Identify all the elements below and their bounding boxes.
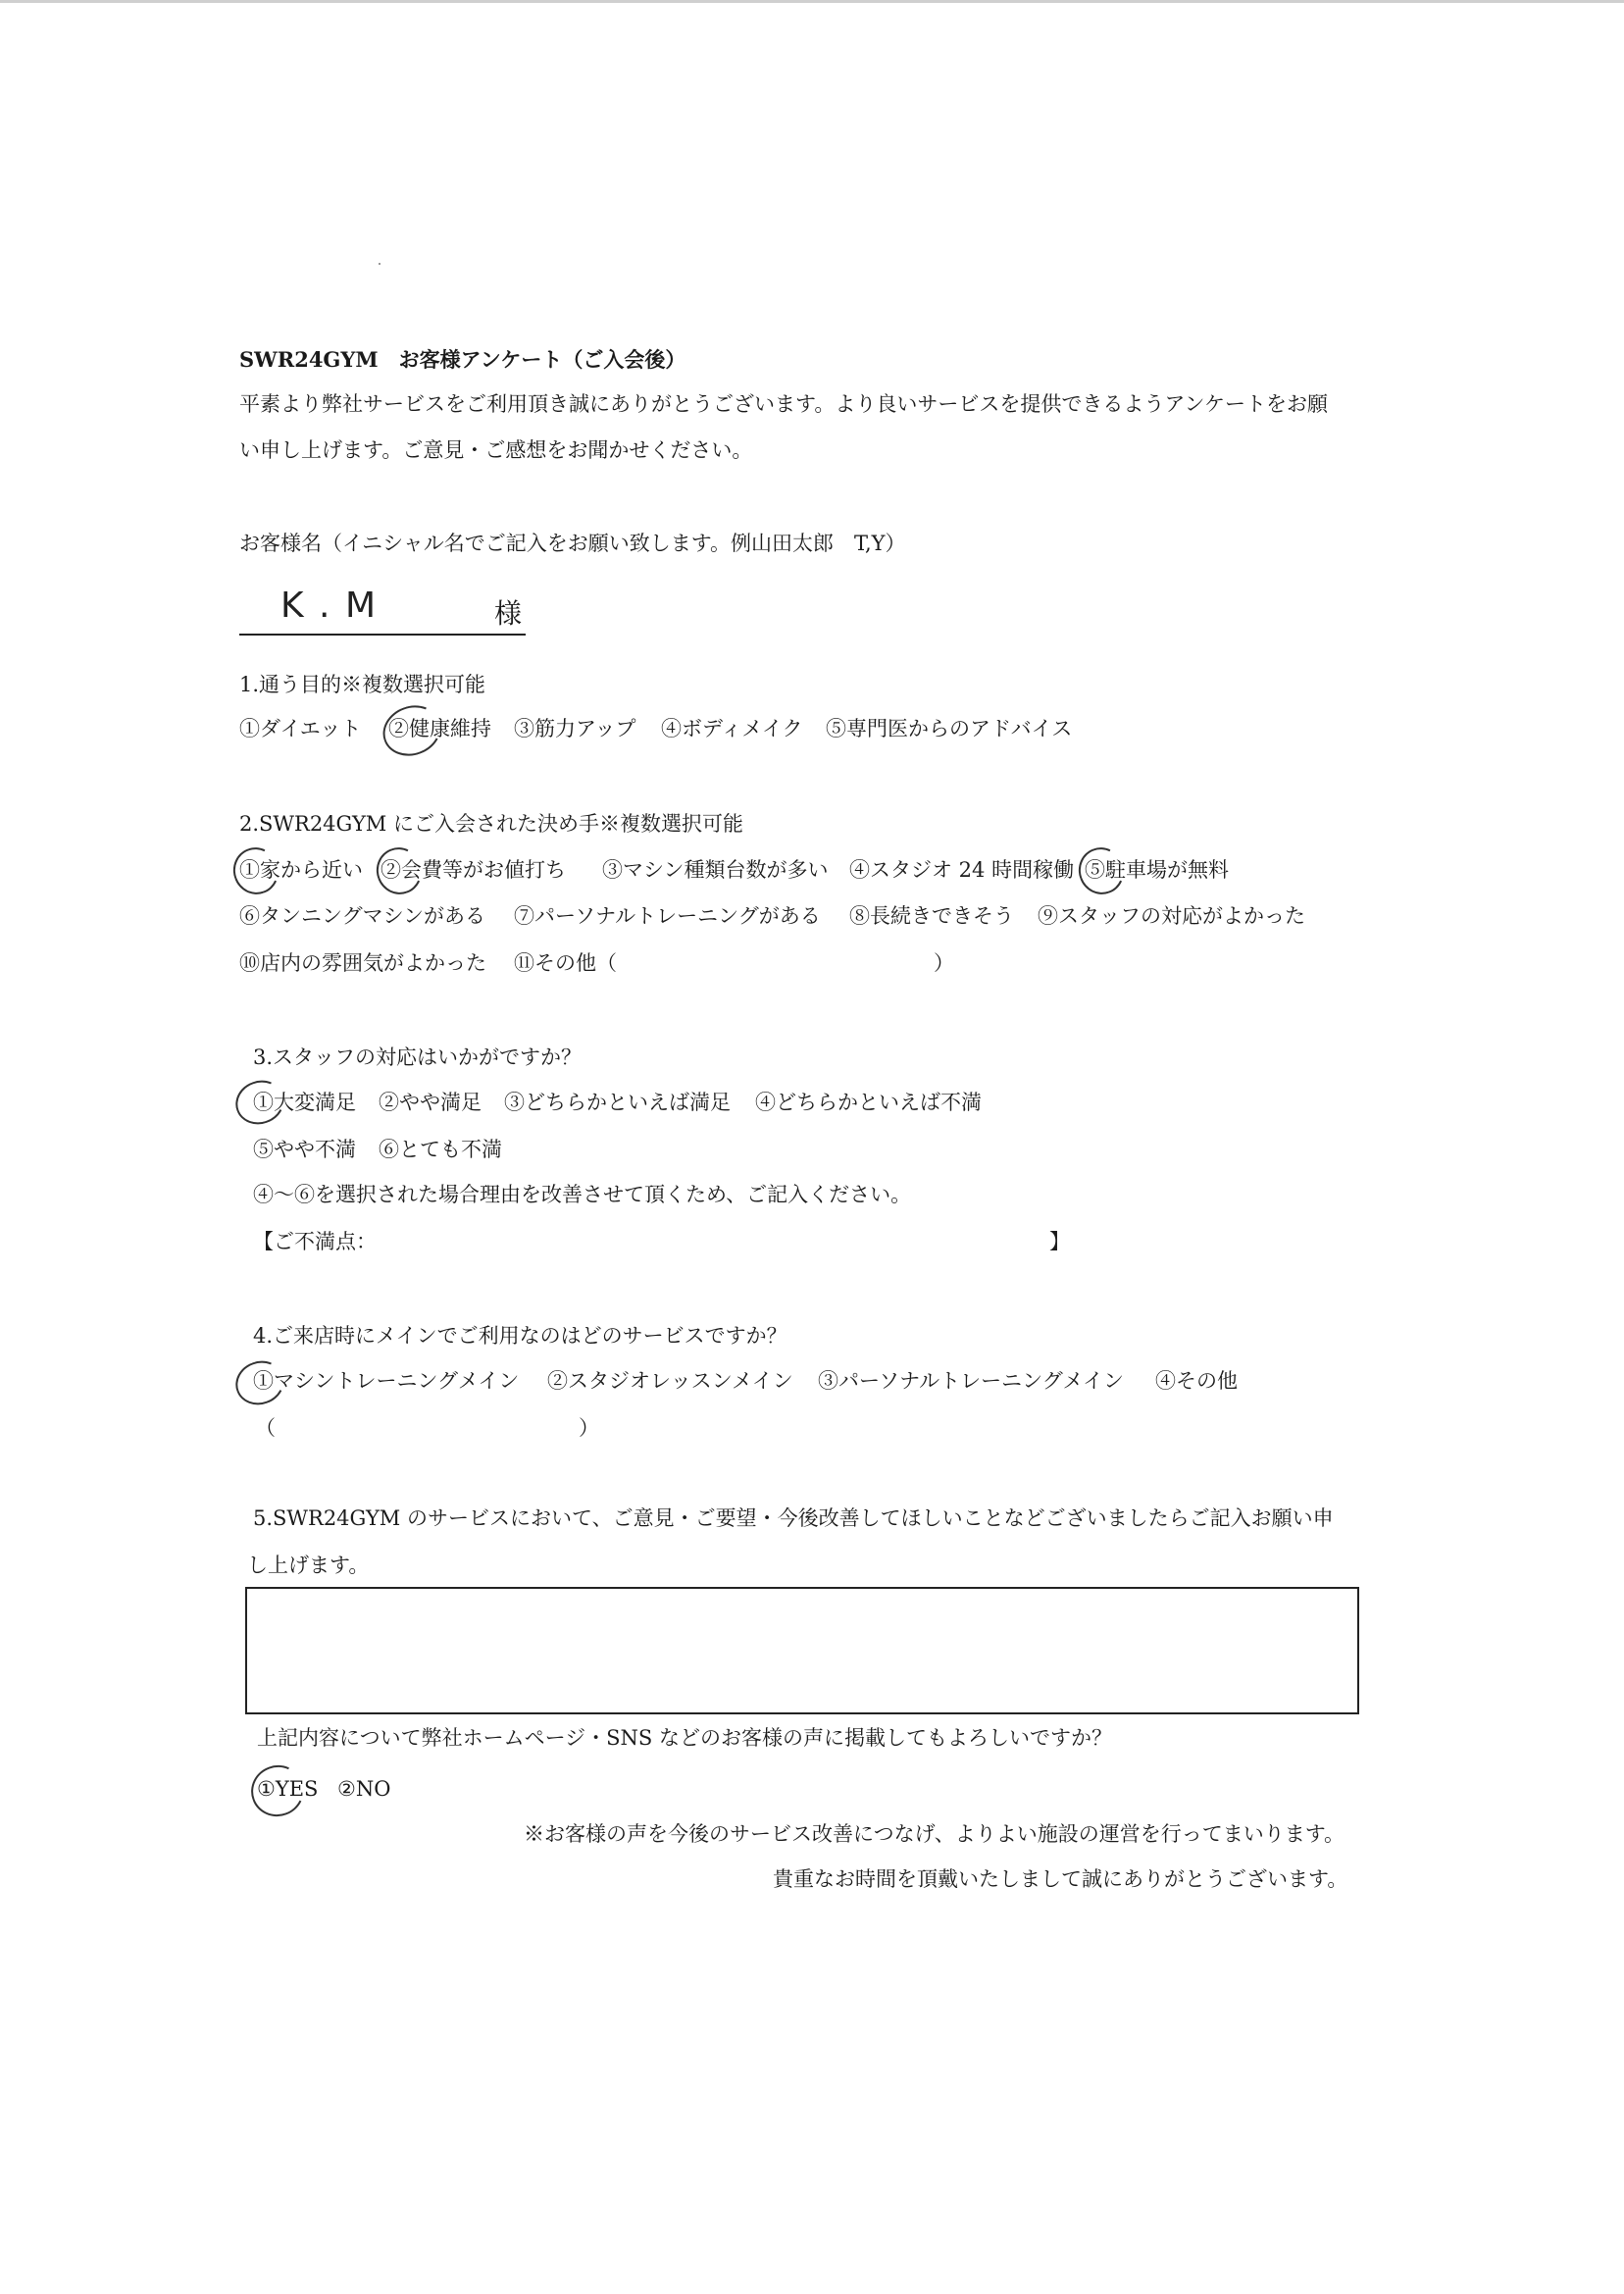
q2-option[interactable]: ④スタジオ 24 時間稼働 [849, 858, 1075, 882]
q3-option[interactable]: ④どちらかといえば不満 [755, 1091, 982, 1114]
q2-option[interactable]: ⑨スタッフの対応がよかった [1038, 904, 1305, 928]
q2-option[interactable]: ③マシン種類台数が多い [602, 858, 829, 882]
selection-circle-mark [244, 1758, 312, 1823]
q1-option[interactable]: ①ダイエット [239, 717, 362, 740]
q2-option[interactable]: ⑤駐車場が無料 [1085, 858, 1229, 882]
q3-option[interactable]: ⑤やや不満 [253, 1138, 356, 1161]
q5-question-line-1: 5.SWR24GYM のサービスにおいて、ご意見・ご要望・今後改善してほしいことなどございましたらご記入お願い申 [253, 1506, 1334, 1530]
comment-box[interactable] [245, 1587, 1359, 1714]
q3-option[interactable]: ②やや満足 [379, 1091, 482, 1114]
q5-question-line-2: し上げます。 [247, 1554, 370, 1577]
customer-initials[interactable]: K . M [280, 586, 378, 626]
footer-line-1: ※お客様の声を今後のサービス改善につなげ、よりよい施設の運営を行ってまいります。 [524, 1822, 1345, 1846]
q2-other-close: ） [934, 951, 954, 975]
customer-name-underline [239, 634, 526, 636]
q2-option[interactable]: ①家から近い [239, 858, 363, 882]
q4-option[interactable]: ③パーソナルトレーニングメイン [818, 1369, 1125, 1393]
publish-question: 上記内容について弊社ホームページ・SNS などのお客様の声に掲載してもよろしいですか？ [257, 1726, 1112, 1750]
q3-option[interactable]: ③どちらかといえば満足 [504, 1091, 731, 1114]
q4-question: 4.ご来店時にメインでご利用なのはどのサービスですか？ [253, 1324, 787, 1348]
scan-speck [379, 263, 381, 265]
q4-option[interactable]: ①マシントレーニングメイン [253, 1369, 520, 1393]
q1-option[interactable]: ②健康維持 [388, 717, 491, 740]
q3-option[interactable]: ①大変満足 [253, 1091, 356, 1114]
survey-title: SWR24GYM お客様アンケート（ご入会後） [239, 347, 686, 372]
q1-option[interactable]: ④ボディメイク [661, 717, 803, 740]
selection-circle-mark [229, 1074, 290, 1131]
q4-option[interactable]: ④その他 [1155, 1369, 1238, 1393]
selection-circle-mark [370, 841, 429, 901]
footer-line-2: 貴重なお時間を頂戴いたしまして誠にありがとうございます。 [773, 1867, 1348, 1891]
selection-circle-mark [229, 1354, 290, 1411]
q3-note: ④～⑥を選択された場合理由を改善させて頂くため、ご記入ください。 [253, 1183, 912, 1206]
q3-complaint-open[interactable]: 【ご不満点： [253, 1230, 377, 1253]
q2-other-open[interactable]: ⑪その他（ [514, 951, 617, 975]
q1-option[interactable]: ③筋力アップ [514, 717, 636, 740]
q3-option[interactable]: ⑥とても不満 [379, 1138, 502, 1161]
q4-other-open[interactable]: （ [255, 1416, 276, 1440]
q4-other-close: ） [579, 1416, 599, 1440]
selection-circle-mark [376, 697, 447, 764]
q1-option[interactable]: ⑤専門医からのアドバイス [826, 717, 1073, 740]
q3-question: 3.スタッフの対応はいかがですか？ [253, 1045, 583, 1069]
publish-option-no[interactable]: ②NO [337, 1777, 391, 1801]
q3-complaint-close: 】 [1049, 1230, 1070, 1253]
publish-option-yes[interactable]: ①YES [257, 1777, 319, 1801]
q2-option[interactable]: ⑧長続きできそう [849, 904, 1014, 928]
q2-option[interactable]: ②会費等がお値打ち [381, 858, 566, 882]
intro-line-2: い申し上げます。ご意見・ご感想をお聞かせください。 [239, 438, 753, 462]
q4-option[interactable]: ②スタジオレッスンメイン [547, 1369, 793, 1393]
selection-circle-mark [227, 841, 285, 901]
selection-circle-mark [1072, 841, 1131, 901]
q2-option[interactable]: ⑥タンニングマシンがある [239, 904, 486, 928]
q2-option[interactable]: ⑩店内の雰囲気がよかった [239, 951, 486, 975]
honorific-sama: 様 [494, 597, 523, 630]
q2-question: 2.SWR24GYM にご入会された決め手※複数選択可能 [239, 812, 743, 836]
q2-option[interactable]: ⑦パーソナルトレーニングがある [514, 904, 821, 928]
q1-question: 1.通う目的※複数選択可能 [239, 673, 486, 696]
scan-edge [0, 0, 1624, 3]
customer-name-label: お客様名（イニシャル名でご記入をお願い致します。例山田太郎 T,Y） [239, 532, 906, 555]
intro-line-1: 平素より弊社サービスをご利用頂き誠にありがとうございます。より良いサービスを提供できるようアンケートをお願 [239, 392, 1329, 416]
